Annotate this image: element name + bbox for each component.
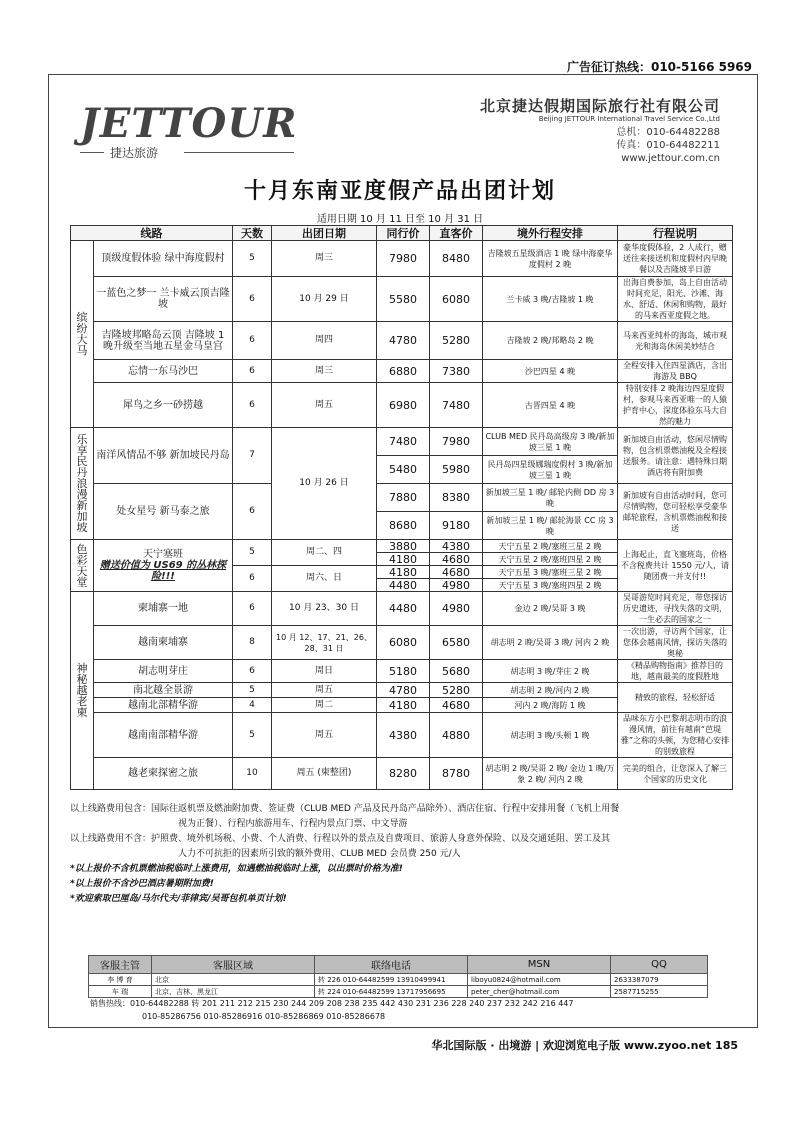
days: 6	[233, 360, 272, 383]
route-name: 胡志明芽庄	[94, 660, 233, 683]
depart-date: 周五 (柬整团)	[272, 758, 377, 790]
description: 全程安排入住四星酒店，含出海游及 BBQ	[618, 360, 733, 383]
description: 新加坡自由活动，悠闲尽情购物，包含机票燃油税及全程接送服务。请注意：遇特殊日期酒店将有附加费	[618, 428, 733, 484]
sales-hotline	[90, 997, 573, 1023]
jettour-logo	[80, 100, 298, 160]
days: 6	[233, 277, 272, 322]
schedule: 新加坡三星 1 晚/ 邮轮内侧 DD 房 3 晚	[483, 484, 618, 512]
schedule: 天宁五星 3 晚/塞班三星 2 晚	[483, 566, 618, 579]
direct-price: 7980	[430, 428, 483, 456]
direct-price: 7480	[430, 383, 483, 428]
agent-price: 6880	[377, 360, 430, 383]
table-row	[71, 322, 733, 360]
agent-price: 5180	[377, 660, 430, 683]
days: 6	[233, 322, 272, 360]
direct-price: 6580	[430, 626, 483, 660]
company-website[interactable]: www.jettour.com.cn	[621, 153, 720, 164]
table-row	[71, 428, 733, 456]
depart-date: 周日	[272, 660, 377, 683]
route-name: 南洋风情品不够 新加坡民丹岛	[94, 428, 233, 484]
logo-rule-right	[184, 152, 294, 153]
direct-price: 8480	[430, 241, 483, 277]
agent-price: 4480	[377, 592, 430, 626]
description: 豪华度假体验，2 人成行，赠送往来接送机和度假村内早晚餐以及吉隆坡半日游	[618, 241, 733, 277]
schedule: 天宁五星 3 晚/塞班四星 2 晚	[483, 579, 618, 592]
contact-col-msn: MSN	[468, 956, 611, 974]
include-note-cont: 视为正餐）、行程内旅游用车、行程内景点门票、中文导游	[178, 819, 408, 829]
route-name: 越南北部精华游	[94, 698, 233, 713]
contact-col-qq: QQ	[611, 956, 708, 974]
route-name: 处女星号 新马泰之旅	[94, 484, 233, 540]
company-name-en: Beijing JETTOUR International Travel Service Co.,Ltd	[538, 115, 720, 123]
table-row	[71, 660, 733, 683]
col-schedule: 境外行程安排	[483, 226, 618, 241]
route-name: 南北越全景游	[94, 683, 233, 698]
valid-period: 适用日期 10 月 11 日至 10 月 31 日	[316, 214, 484, 225]
schedule: 天宁五星 2 晚/塞班四星 2 晚	[483, 553, 618, 566]
contact-col-phone: 联络电话	[315, 956, 468, 974]
company-info	[479, 97, 720, 165]
direct-price: 5980	[430, 456, 483, 484]
promo-note: 赠送价值为 US69 的丛林探险!!!	[99, 560, 227, 582]
manager-name: 李 博 育	[89, 974, 152, 986]
agent-price: 3880	[377, 540, 430, 553]
direct-price: 5280	[430, 322, 483, 360]
days: 10	[233, 758, 272, 790]
agent-price: 7980	[377, 241, 430, 277]
description: 出海自费参加，岛上自由活动时间充足，阳光、沙滩、海水、舒适、休闲和购物，最好的马来西亚度假之地。	[618, 277, 733, 322]
direct-price: 4980	[430, 592, 483, 626]
table-row	[71, 484, 733, 512]
exclude-note-cont: 人力不可抗拒的因素所引致的额外费用、CLUB MED 会员费 250 元/人	[178, 849, 461, 859]
schedule: 吉隆坡五星级酒店 1 晚 绿中海豪华度假村 2 晚	[483, 241, 618, 277]
table-row	[71, 683, 733, 698]
fuel-surcharge-note: *以上报价不含机票燃油税临时上涨费用，如遇燃油税临时上涨，以出票时价格为准!	[70, 864, 403, 874]
days: 8	[233, 626, 272, 660]
description: 马来西亚纯朴的海岛，城市观光和海岛休闲美妙结合	[618, 322, 733, 360]
agent-price: 4780	[377, 683, 430, 698]
table-row	[71, 360, 733, 383]
depart-date: 周二、四	[272, 540, 377, 566]
include-note: 以上线路费用包含：国际往返机票及燃油附加费、签证费（CLUB MED 产品及民丹岛产品除外）、酒店住宿、行程中安排用餐（飞机上用餐	[70, 804, 620, 814]
contact-col-region: 客服区域	[152, 956, 315, 974]
days: 6	[233, 484, 272, 540]
col-date: 出团日期	[272, 226, 377, 241]
description: 新加坡有自由活动时间，您可尽情购物，您可轻松享受豪华邮轮旅程，含机票燃油税和接送	[618, 484, 733, 540]
tour-table	[70, 225, 733, 790]
route-name: 忘情一东马沙巴	[94, 360, 233, 383]
days: 4	[233, 698, 272, 713]
contact-row	[89, 986, 708, 998]
phone-number[interactable]: 转 226 010-64482599 13910499941	[315, 974, 468, 986]
ad-hotline: 广告征订热线：010-5166 5969	[566, 60, 752, 74]
table-row	[71, 383, 733, 428]
agent-price: 4180	[377, 566, 430, 579]
agent-price: 6080	[377, 626, 430, 660]
days: 5	[233, 540, 272, 566]
schedule: 兰卡威 3 晚/吉隆坡 1 晚	[483, 277, 618, 322]
description: 上海起止，直飞塞班岛，价格不含税费共计 1550 元/人，请随团费一并支付!!	[618, 540, 733, 592]
schedule: 新加坡三星 1 晚/ 邮轮海景 CC 房 3 晚	[483, 512, 618, 540]
contact-table	[88, 955, 708, 998]
manager-name: 车 瑞	[89, 986, 152, 998]
col-days: 天数	[233, 226, 272, 241]
agent-price: 8280	[377, 758, 430, 790]
depart-date: 周二	[272, 698, 377, 713]
depart-date: 10 月 26 日	[272, 428, 377, 540]
direct-price: 8780	[430, 758, 483, 790]
qq-number[interactable]: 2587715255	[611, 986, 708, 998]
route-name	[94, 540, 233, 592]
direct-price: 4880	[430, 713, 483, 758]
route-name: 一蓝色之梦一 兰卡威云顶吉隆坡	[94, 277, 233, 322]
route-name: 柬埔寨一地	[94, 592, 233, 626]
days: 6	[233, 660, 272, 683]
route-name: 越南南部精华游	[94, 713, 233, 758]
service-region: 北京、吉林、黑龙江	[152, 986, 315, 998]
depart-date: 周五	[272, 683, 377, 698]
table-row	[71, 241, 733, 277]
logo-en: JETTOUR	[80, 100, 298, 147]
notes	[70, 802, 733, 907]
days: 6	[233, 592, 272, 626]
schedule: 胡志明 2 晚/吴哥 2 晚/ 金边 1 晚/万象 2 晚/ 河内 2 晚	[483, 758, 618, 790]
description: 品味东方小巴黎胡志明市的浪漫风情，前往有越南“芭堤雅”之称的头顿，为您精心安排的别致旅程	[618, 713, 733, 758]
table-row	[71, 277, 733, 322]
direct-price: 4680	[430, 698, 483, 713]
qq-number[interactable]: 2633387079	[611, 974, 708, 986]
exclude-note: 以上线路费用不含：护照费、境外机场税、小费、个人消费、行程以外的景点及自费项目、旅游人身意外保险、以及交通延阻、罢工及其	[70, 834, 611, 844]
col-price-agent: 同行价	[377, 226, 430, 241]
direct-price: 9180	[430, 512, 483, 540]
schedule: 吉隆坡 2 晚/邦略岛 2 晚	[483, 322, 618, 360]
days: 5	[233, 713, 272, 758]
table-row	[71, 540, 733, 553]
agent-price: 4180	[377, 698, 430, 713]
days: 5	[233, 241, 272, 277]
depart-date: 周四	[272, 322, 377, 360]
company-fax: 传真：010-64482211	[616, 140, 720, 151]
schedule: 古晋四星 4 晚	[483, 383, 618, 428]
schedule: 河内 2 晚/海防 1 晚	[483, 698, 618, 713]
region-label: 神秘越老柬	[71, 592, 94, 790]
direct-price: 4980	[430, 579, 483, 592]
logo-rule-left	[80, 152, 104, 153]
route-name: 越南柬埔寨	[94, 626, 233, 660]
description: 吴哥游览时间充足，带您探访历史遗迹，寻找失落的文明，一生必去的国家之一	[618, 592, 733, 626]
depart-date: 周六、日	[272, 566, 377, 592]
route-name: 越老柬探密之旅	[94, 758, 233, 790]
col-route: 线路	[71, 226, 233, 241]
depart-date: 10 月 12、17、21、26、28、31 日	[272, 626, 377, 660]
agent-price: 4480	[377, 579, 430, 592]
depart-date: 10 月 23、30 日	[272, 592, 377, 626]
company-phone: 总机：010-64482288	[616, 127, 720, 138]
schedule: CLUB MED 民丹岛高级房 3 晚/新加坡三星 1 晚	[483, 428, 618, 456]
days: 6	[233, 383, 272, 428]
days: 7	[233, 428, 272, 484]
agent-price: 6980	[377, 383, 430, 428]
days: 5	[233, 683, 272, 698]
page-title: 十月东南亚度假产品出团计划	[243, 178, 556, 204]
depart-date: 周五	[272, 383, 377, 428]
region-label: 乐享民丹浪漫新加坡	[71, 428, 94, 540]
phone-number[interactable]: 转 224 010-64482599 13717956695	[315, 986, 468, 998]
charter-flyer-note: *欢迎索取巴厘岛/马尔代夫/菲律宾/吴哥包机单页计划!	[70, 894, 287, 904]
sales-hotline-line1: 销售热线：010-64482288 转 201 211 212 215 230 244 209 208 238 235 442 430 231 236 228 240 237 232 242 216 447	[90, 999, 574, 1008]
schedule: 金边 2 晚/吴哥 3 晚	[483, 592, 618, 626]
agent-price: 5580	[377, 277, 430, 322]
agent-price: 7880	[377, 484, 430, 512]
direct-price: 8380	[430, 484, 483, 512]
company-name: 北京捷达假期国际旅行社有限公司	[479, 97, 720, 115]
description: 《精品购物指南》推荐目的地，越南最美的度假胜地	[618, 660, 733, 683]
msn-account[interactable]: peter_cher@hotmail.com	[468, 986, 611, 998]
agent-price: 8680	[377, 512, 430, 540]
schedule: 沙巴四星 4 晚	[483, 360, 618, 383]
schedule: 胡志明 3 晚/芽庄 2 晚	[483, 660, 618, 683]
schedule: 胡志明 2 晚/吴哥 3 晚/ 河内 2 晚	[483, 626, 618, 660]
schedule: 民丹岛四星级娜瑞度假村 3 晚/新加坡三星 1 晚	[483, 456, 618, 484]
page-footer: 华北国际版 · 出境游 | 欢迎浏览电子版 www.zyoo.net 185	[431, 1039, 738, 1052]
route-name: 顶级度假体验 绿中海度假村	[94, 241, 233, 277]
schedule: 胡志明 2 晚/河内 2 晚	[483, 683, 618, 698]
schedule: 天宁五星 2 晚/塞班三星 2 晚	[483, 540, 618, 553]
col-price-direct: 直客价	[430, 226, 483, 241]
depart-date: 周三	[272, 241, 377, 277]
agent-price: 4780	[377, 322, 430, 360]
description: 一次出游，寻访两个国家，让您体会越南风情，探访失落的奥秘	[618, 626, 733, 660]
direct-price: 7380	[430, 360, 483, 383]
direct-price: 4680	[430, 553, 483, 566]
table-header-row	[71, 226, 733, 241]
sabah-surcharge-note: *以上报价不含沙巴酒店暑期附加费!	[70, 879, 214, 889]
depart-date: 周五	[272, 713, 377, 758]
depart-date: 10 月 29 日	[272, 277, 377, 322]
direct-price: 4380	[430, 540, 483, 553]
agent-price: 4380	[377, 713, 430, 758]
schedule: 胡志明 3 晚/头顿 1 晚	[483, 713, 618, 758]
region-label: 色彩天堂	[71, 540, 94, 592]
region-label: 缤纷大马	[71, 241, 94, 428]
agent-price: 4180	[377, 553, 430, 566]
description: 精致的旅程，轻松舒适	[618, 683, 733, 713]
col-desc: 行程说明	[618, 226, 733, 241]
contact-row	[89, 974, 708, 986]
table-row	[71, 713, 733, 758]
depart-date: 周三	[272, 360, 377, 383]
direct-price: 4680	[430, 566, 483, 579]
days: 6	[233, 566, 272, 592]
service-region: 北京	[152, 974, 315, 986]
direct-price: 5280	[430, 683, 483, 698]
agent-price: 7480	[377, 428, 430, 456]
route-title: 天宁塞班	[143, 549, 183, 560]
msn-account[interactable]: liboyu0824@hotmail.com	[468, 974, 611, 986]
table-row	[71, 626, 733, 660]
direct-price: 5680	[430, 660, 483, 683]
route-name: 犀鸟之乡一砂捞越	[94, 383, 233, 428]
table-row	[71, 592, 733, 626]
sales-hotline-line2: 010-85286756 010-85286916 010-85286869 010-85286678	[142, 1012, 386, 1021]
contact-header-row	[89, 956, 708, 974]
agent-price: 5480	[377, 456, 430, 484]
table-row	[71, 758, 733, 790]
route-name: 吉隆坡邦略岛云顶 吉隆坡 1 晚升级至当地五星金马皇宫	[94, 322, 233, 360]
logo-cn: 捷达旅游	[110, 146, 159, 160]
description: 完美的组合，让您深入了解三个国家的历史文化	[618, 758, 733, 790]
description: 特别安排 2 晚海边四星度假村，参观马来西亚唯一的人猿护育中心，深度体验东马大自然的魅力	[618, 383, 733, 428]
direct-price: 6080	[430, 277, 483, 322]
contact-col-manager: 客服主管	[89, 956, 152, 974]
